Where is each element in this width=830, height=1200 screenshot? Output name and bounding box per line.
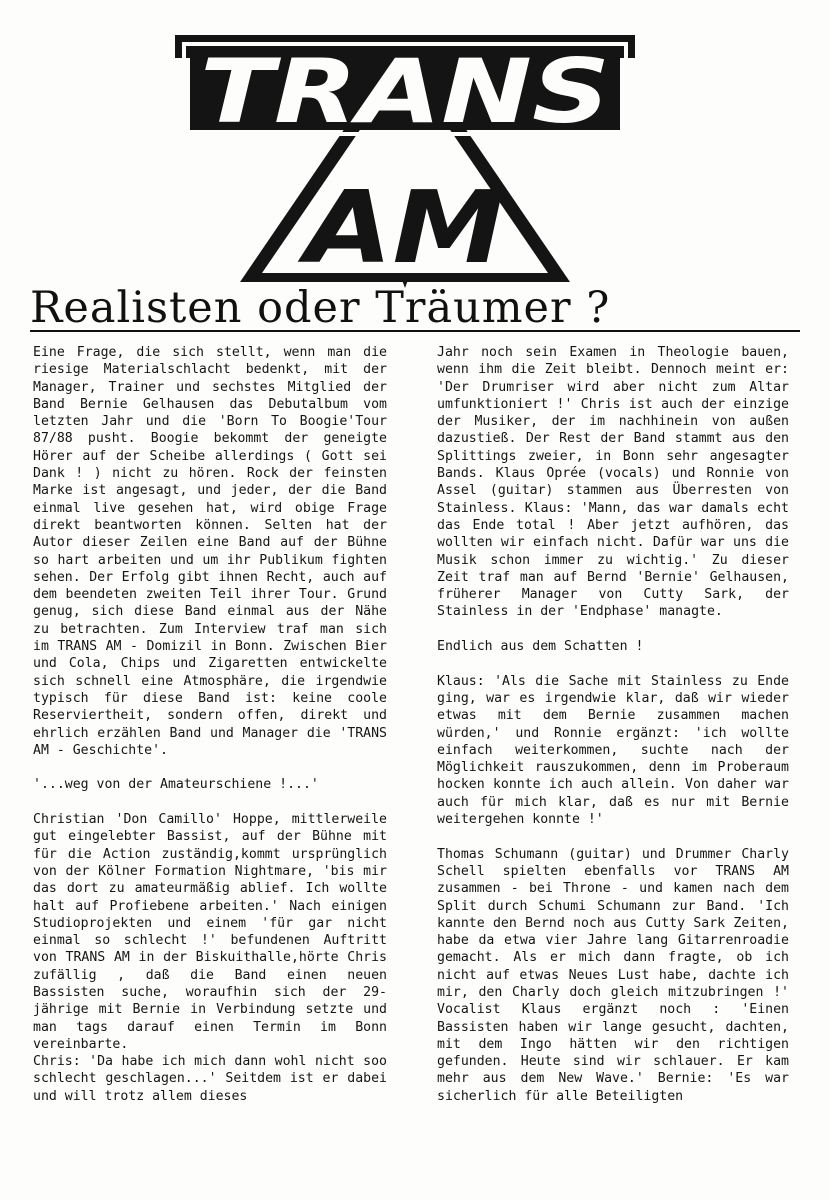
- subheading-schatten: Endlich aus dem Schatten !: [437, 639, 644, 655]
- schumann-paragraph: Thomas Schumann (guitar) und Drummer Charly Schell spielten ebenfalls vor TRANS AM zusammen - bei Throne - und kamen nach dem Split durch Schumi Schumann zur Band. 'Ich kannte den Bernd noch aus Cutty Sark Zeiten, habe da etwa vier Jahre lang Gitarrenroadie gemacht. Als er mich dann fragte, ob ich nicht auf etwas Neues Lust habe, dachte ich mir, den Charly doch gleich mitzubringen !' Vocalist Klaus ergänzt noch : 'Einen Bassisten haben wir lange gesucht, dachten, mit dem Ingo hätten wir den richtigen gefunden. Heute sind wir schlauer. Er kam mehr aus dem New Wave.' Bernie: 'Es war sicherlich für alle Beteiligten: [437, 846, 789, 1104]
- article-headline: Realisten oder Träumer ?: [30, 283, 611, 333]
- theology-paragraph: Jahr noch sein Examen in Theologie bauen, wenn ihm die Zeit bleibt. Dennoch meint er: 'Der Drumriser wird aber nicht zum Altar umfunktioniert !' Chris ist auch der einzige der Musiker, der im nachhinein von außen dazustieß. Der Rest der Band stammt aus den Splittings zweier, in Bonn sehr angesagter Bands. Klaus Oprée (vocals) und Ronnie von Assel (guitar) stammen aus Überresten von Stainless. Klaus: 'Mann, das war damals echt das Ende total ! Aber jetzt aufhören, das wollten wir einfach nicht. Dafür war uns die Musik schon immer zu wichtig.' Zu dieser Zeit traf man auf Bernd 'Bernie' Gelhausen, früherer Manager von Cutty Sark, der Stainless in der 'Endphase' managte.: [437, 345, 789, 620]
- intro-paragraph: Eine Frage, die sich stellt, wenn man die riesige Materialschlacht bedenkt, mit der Manager, Trainer und sechstes Mitglied der Band Bernie Gelhausen das Debutalbum vom letzten Jahr und die 'Born To Boogie'Tour 87/88 pusht. Boogie bekommt der geneigte Hörer auf der Scheibe allerdings ( Gott sei Dank ! ) nicht zu hören. Rock der feinsten Marke ist angesagt, und jeder, der die Band einmal live gesehen hat, wird obige Frage direkt beantworten können. Selten hat der Autor dieser Zeilen eine Band auf der Bühne so hart arbeiten und um ihr Publikum fighten sehen. Der Erfolg gibt ihnen Recht, auch auf dem beendeten zweiten Teil ihrer Tour. Grund genug, sich diese Band einmal aus der Nähe zu betrachten. Zum Interview traf man sich im TRANS AM - Domizil in Bonn. Zwischen Bier und Cola, Chips und Zigaretten entwickelte sich schnell eine Atmosphäre, die irgendwie typisch für diese Band ist: keine coole Reserviertheit, sondern offen, direkt und ehrlich erzählen Band und Manager die 'TRANS AM - Geschichte'.: [33, 345, 387, 758]
- logo-line2: AM: [297, 169, 505, 286]
- left-column: [33, 344, 387, 1105]
- trans-am-logo: [170, 30, 640, 292]
- klaus-paragraph: Klaus: 'Als die Sache mit Stainless zu Ende ging, war es irgendwie klar, daß wir wieder etwas mit dem Bernie zusammen machen würden,' und Ronnie ergänzt: 'ich wollte einfach weiterkommen, suchte nach der Möglichkeit rauszukommen, denn im Proberaum hocken konnte ich auch allein. Von daher war auch für mich klar, daß es nur mit Bernie weitergehen konnte !': [437, 673, 789, 828]
- bassist-paragraph: Christian 'Don Camillo' Hoppe, mittlerweile gut eingelebter Bassist, auf der Bühne mit für die Action zuständig,kommt ursprünglich von der Kölner Formation Nightmare, 'bis mir das dort zu amateurmäßig ablief. Ich wollte halt auf Profiebene arbeiten.' Nach einigen Studioprojekten und einem 'für gar nicht einmal so schlecht !' befundenen Auftritt von TRANS AM in der Biskuithalle,hörte Chris zufällig , daß die Band einen neuen Bassisten suche, woraufhin sich der 29-jährige mit Bernie in Verbindung setzte und man tags darauf einen Termin im Bonn vereinbarte.: [33, 812, 387, 1052]
- subheading-amateur: '...weg von der Amateurschiene !...': [33, 777, 319, 793]
- headline-rule: [30, 330, 800, 332]
- logo-line1: TRANS: [200, 40, 610, 143]
- right-column: [437, 344, 789, 1105]
- chris-quote-paragraph: Chris: 'Da habe ich mich dann wohl nicht soo schlecht geschlagen...' Seitdem ist er dabei und will trotz allem dieses: [33, 1054, 387, 1104]
